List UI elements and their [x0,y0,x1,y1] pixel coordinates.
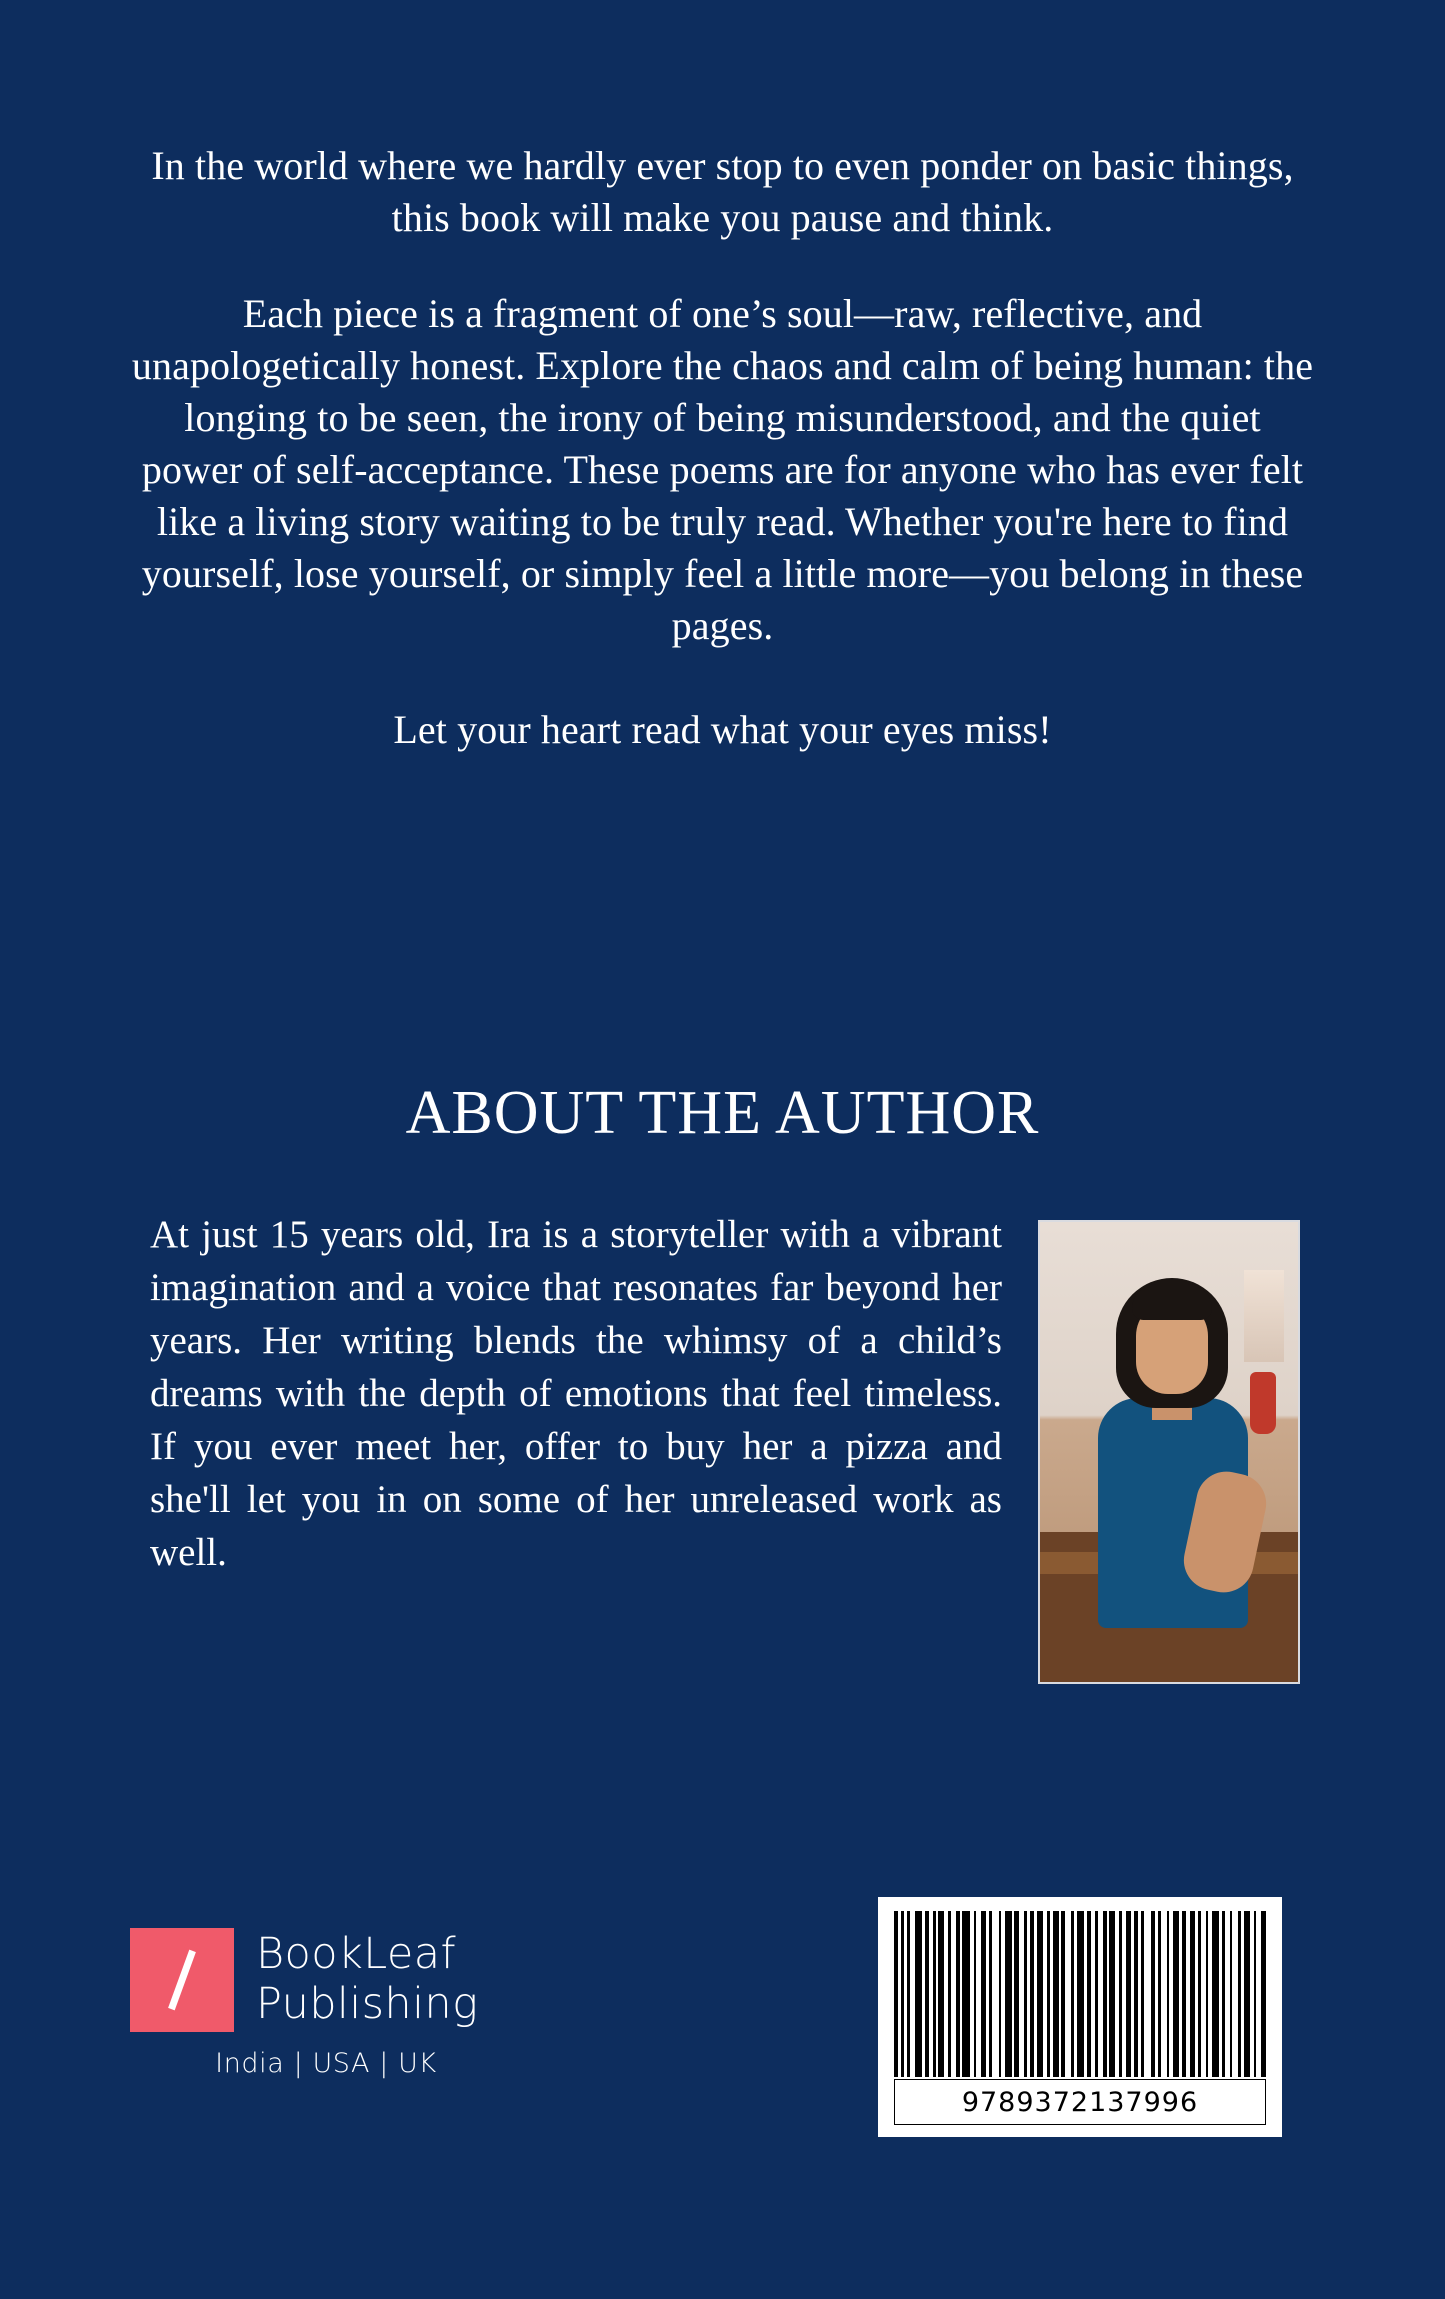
blurb-paragraph-1: In the world where we hardly ever stop to even ponder on basic things, this book will make you pause and think. [151,143,1294,240]
blurb-spacer [130,244,1315,288]
publisher-logo-block [130,1928,550,2079]
publisher-name [256,1930,478,2030]
author-photo [1038,1220,1300,1684]
publisher-name-line2: Publishing [256,1979,479,2029]
book-blurb [130,140,1315,756]
photo-lamp [1244,1270,1284,1362]
blurb-paragraph-2: Each piece is a fragment of one’s soul—raw, reflective, and unapologetically honest. Explore the chaos and calm of being human: the longing to be seen, the irony of being misunderstood, and the quiet power of self-acceptance. These poems are for anyone who has ever felt like a living story waiting to be truly read. Whether you're here to find yourself, lose yourself, or simply feel a little more—you belong in these pages. [131,291,1314,648]
publisher-logo-row [130,1928,550,2032]
photo-person-fringe [1132,1284,1212,1320]
isbn-barcode [878,1897,1282,2137]
blurb-tagline: Let your heart read what your eyes miss! [393,707,1052,752]
slash-icon [168,1950,196,2011]
bookleaf-logo-icon [130,1928,234,2032]
author-bio-text: At just 15 years old, Ira is a storyteller with a vibrant imagination and a voice that resonates far beyond her years. Her writing blends the whimsy of a child’s dreams with the depth of emotions that feel timeless. If you ever meet her, offer to buy her a pizza and she'll let you in on some of her unreleased work as well. [150,1213,1002,1575]
publisher-regions: India | USA | UK [215,2048,437,2079]
about-the-author-section [150,1208,1300,1684]
publisher-name-line1: BookLeaf [256,1929,457,1980]
photo-vase [1250,1372,1276,1434]
barcode-bars [894,1911,1266,2077]
isbn-number: 9789372137996 [894,2079,1266,2125]
about-the-author-heading: ABOUT THE AUTHOR [405,1079,1040,1147]
